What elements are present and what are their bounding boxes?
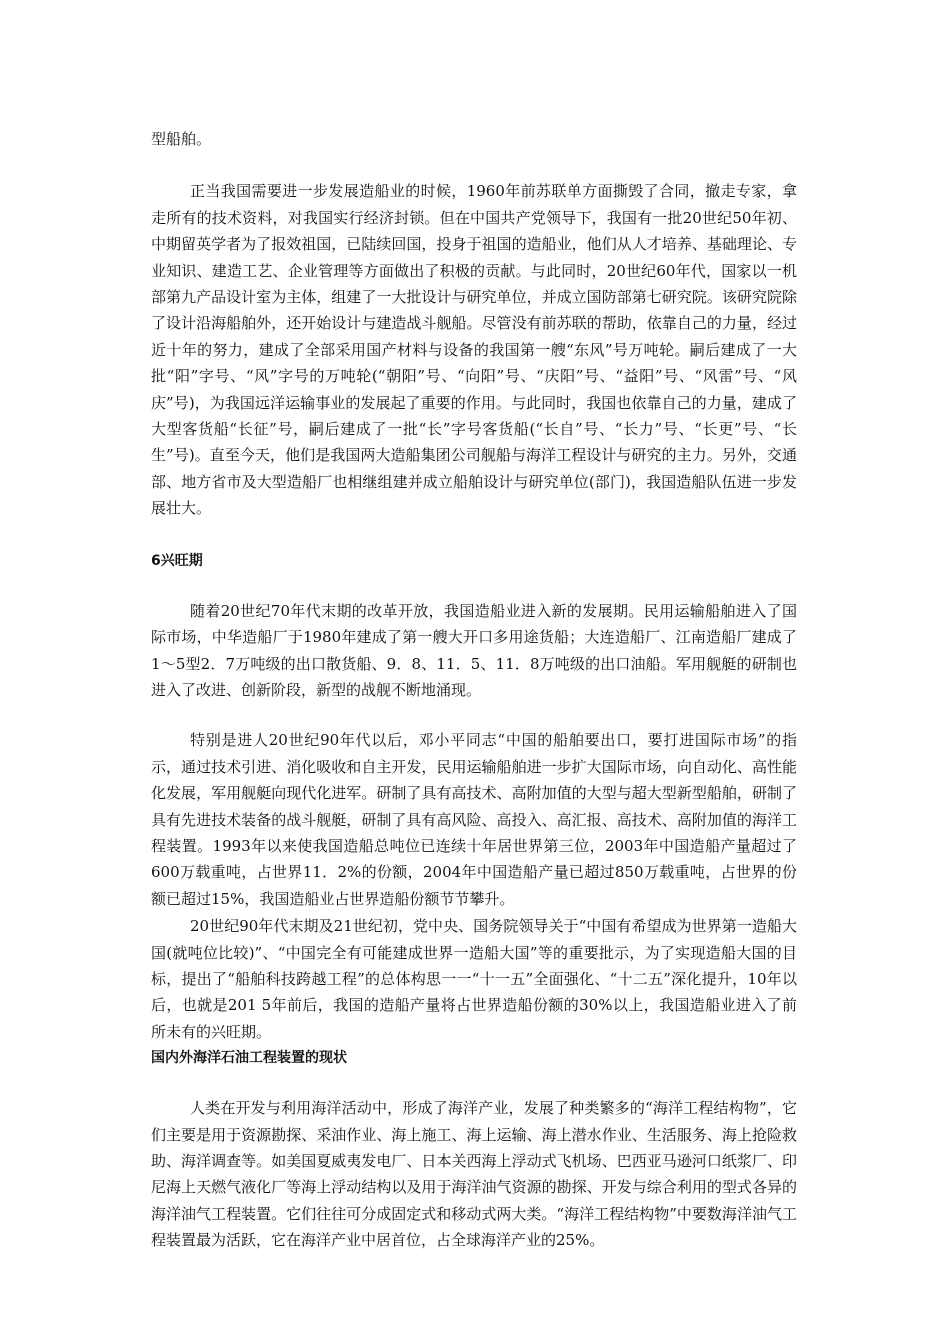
paragraph-soviet-withdrawal: 正当我国需要进一步发展造船业的时候，1960年前苏联单方面撕毁了合同，撤走专家，拿走所有的技术资料，对我国实行经济封锁。但在中国共产党领导下，我国有一批20世纪50年初、中期留英学者为了报效祖国，已陆续回国，投身于祖国的造船业，他们从人才培养、基础理论、专业知识、建造工艺、企业管理等方面做出了积极的贡献。与此同时，20世纪60年代，国家以一机部第九产品设计室为主体，组建了一大批设计与研究单位，并成立国防部第七研究院。该研究院除了设计沿海船舶外，还开始设计与建造战斗舰船。尽管没有前苏联的帮助，依靠自己的力量，经过近十年的努力，建成了全部采用国产材料与设备的我国第一艘“东风”号万吨轮。嗣后建成了一大批“阳”字号、“风”字号的万吨轮(“朝阳”号、“向阳”号、“庆阳”号、“益阳”号、“风雷”号、“风庆”号)，为我国远洋运输事业的发展起了重要的作用。与此同时，我国也依靠自己的力量，建成了大型客货船“长征”号，嗣后建成了一批“长”字号客货船(“长自”号、“长力”号、“长更”号、“长生”号)。直至今天，他们是我国两大造船集团公司舰船与海洋工程设计与研究的主力。另外，交通部、地方省市及大型造船厂也相继组建并成立船舶设计与研究单位(部门)，我国造船队伍进一步发展壮大。 — [151, 182, 797, 518]
section-heading-offshore: 国内外海洋石油工程装置的现状 — [151, 1050, 347, 1067]
paragraph-shipbuilding-goal: 20世纪90年代末期及21世纪初，党中央、国务院领导关于“中国有希望成为世界第一造船大国(就吨位比较)”、“中国完全有可能建成世界一造船大国”等的重要批示，为了实现造船大国的目标，提出了“船舶科技跨越工程”的总体构思一一“十一五”全面强化、“十二五”深化提升，10年以后，也就是201 5年前后，我国的造船产量将占世界造船份额的30%以上，我国造船业进入了前所未有的兴旺期。 — [151, 917, 797, 1041]
section-heading-prosperity: 6兴旺期 — [151, 552, 203, 569]
document-page — [151, 126, 797, 1254]
paragraph-continuation: 型船舶。 — [151, 130, 212, 148]
paragraph-1990s: 特别是进人20世纪90年代以后，邓小平同志“中国的船舶要出口，要打进国际市场”的指示，通过技术引进、消化吸收和自主开发，民用运输船舶进一步扩大国际市场，向自动化、高性能化发展，军用舰艇向现代化进军。研制了具有高技术、高附加值的大型与超大型新型船舶，研制了具有先进技术装备的战斗舰艇，研制了具有高风险、高投入、高汇报、高技术、高附加值的海洋工程装置。1993年以来使我国造船总吨位已连续十年居世界第三位，2003年中国造船产量超过了600万载重吨，占世界11．2%的份额，2004年中国造船产量已超过850万载重吨，占世界的份额已超过15%，我国造船业占世界造船份额节节攀升。 — [151, 731, 797, 908]
paragraph-offshore-structures: 人类在开发与利用海洋活动中，形成了海洋产业，发展了种类繁多的“海洋工程结构物”，它们主要是用于资源勘探、采油作业、海上施工、海上运输、海上潜水作业、生活服务、海上抢险救助、海洋调查等。如美国夏威夷发电厂、日本关西海上浮动式飞机场、巴西亚马逊河口纸浆厂、印尼海上天燃气液化厂等海上浮动结构以及用于海洋油气资源的勘探、开发与综合利用的型式各异的海洋油气工程装置。它们往往可分成固定式和移动式两大类。“海洋工程结构物”中要数海洋油气工程装置最为活跃，它在海洋产业中居首位，占全球海洋产业的25%。 — [151, 1099, 797, 1250]
paragraph-reform-opening: 随着20世纪70年代末期的改革开放，我国造船业进入新的发展期。民用运输船舶进入了国际市场，中华造船厂于1980年建成了第一艘大开口多用途货船；大连造船厂、江南造船厂建成了1～5型2．7万吨级的出口散货船、9．8、11．5、11．8万吨级的出口油船。军用舰艇的研制也进入了改进、创新阶段，新型的战舰不断地涌现。 — [151, 601, 797, 699]
